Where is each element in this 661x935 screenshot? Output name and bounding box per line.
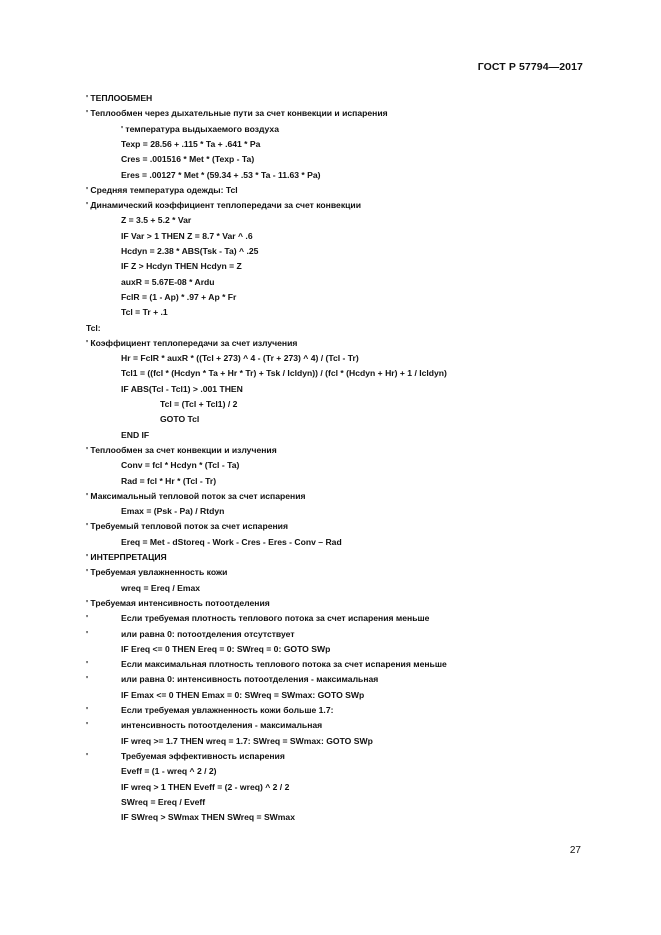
code-line <box>121 476 216 487</box>
code-text: wreq = Ereq / Emax <box>121 582 201 593</box>
code-text: auxR = 5.67E-08 * Ardu <box>121 276 215 287</box>
code-line <box>121 139 260 150</box>
code-text: Cres = .001516 * Met * (Texp - Ta) <box>121 154 255 165</box>
standard-code-header: ГОСТ Р 57794—2017 <box>477 61 583 73</box>
page-number: 27 <box>569 845 581 856</box>
code-line <box>121 430 149 441</box>
code-text: Hcdyn = 2.38 * ABS(Tsk - Ta) ^ .25 <box>121 246 259 256</box>
code-line <box>86 552 167 563</box>
code-text: ' Теплообмен через дыхательные пути за счет конвекции и испарения <box>86 108 388 119</box>
code-text: ' <box>86 674 89 685</box>
code-text: ' Коэффициент теплопередачи за счет излучения <box>86 337 298 348</box>
code-line <box>121 154 254 165</box>
code-line <box>121 170 321 181</box>
code-line <box>86 720 88 731</box>
code-text: ' Средняя температура одежды: Tcl <box>86 184 238 195</box>
code-comment-text: или равна 0: потоотделения отсутствует <box>121 628 295 639</box>
code-line <box>86 445 277 456</box>
code-text: Conv = fcl * Hcdyn * (Tcl - Ta) <box>121 460 240 471</box>
code-line <box>121 766 217 777</box>
code-text: ' Динамический коэффициент теплопередачи за счет конвекции <box>86 200 361 211</box>
code-line <box>121 353 359 364</box>
code-line <box>121 782 289 793</box>
code-text: Tcl = (Tcl + Tcl1) / 2 <box>160 399 238 409</box>
code-text: Tcl = Tr + .1 <box>121 307 168 318</box>
code-comment-text: Если требуемая плотность теплового потока за счет испарения меньше <box>121 613 430 624</box>
code-text: IF Emax <= 0 THEN Emax = 0: SWreq = SWmax: GOTO SWp <box>121 689 365 700</box>
code-line <box>121 537 342 548</box>
code-line <box>121 797 205 808</box>
code-text: IF Z > Hcdyn THEN Hcdyn = Z <box>121 261 242 272</box>
code-text: Rad = fcl * Hr * (Tcl - Tr) <box>121 475 217 486</box>
code-text: IF Ereq <= 0 THEN Ereq = 0: SWreq = 0: GOTO SWp <box>121 643 331 654</box>
code-text: Eveff = (1 - wreq ^ 2 / 2) <box>121 766 217 777</box>
code-line <box>121 812 295 823</box>
code-line <box>121 384 243 395</box>
code-line <box>86 613 88 624</box>
code-text: ' Максимальный тепловой поток за счет испарения <box>86 490 306 501</box>
code-comment-text: интенсивность потоотделения - максимальная <box>121 720 323 731</box>
code-text: Tcl: <box>86 322 101 333</box>
code-line <box>121 460 239 471</box>
code-line <box>86 629 88 640</box>
code-line <box>121 124 279 135</box>
code-line <box>86 93 152 104</box>
code-line <box>86 323 101 334</box>
code-text: ' ИНТЕРПРЕТАЦИЯ <box>86 552 167 562</box>
code-line <box>121 246 258 257</box>
code-text: ' температура выдыхаемого воздуха <box>121 123 279 134</box>
code-text: Z = 3.5 + 5.2 * Var <box>121 215 192 226</box>
code-line <box>86 705 88 716</box>
code-comment-text: Если требуемая увлажненность кожи больше 1.7: <box>121 705 334 715</box>
code-line <box>86 674 88 685</box>
code-comment-text: Если максимальная плотность теплового потока за счет испарения меньше <box>121 659 447 670</box>
code-text: ' Требуемая интенсивность потоотделения <box>86 597 270 608</box>
code-line <box>86 200 361 211</box>
code-text: ' <box>86 720 89 731</box>
code-text: ' <box>86 659 89 670</box>
code-text: Texp = 28.56 + .115 * Ta + .641 * Pa <box>121 138 261 149</box>
code-line <box>86 491 306 502</box>
code-text: ' <box>86 705 89 715</box>
code-line <box>121 368 447 379</box>
code-text: GOTO Tcl <box>160 414 200 425</box>
code-text: Emax = (Psk - Pa) / Rtdyn <box>121 506 225 517</box>
code-line <box>121 506 224 517</box>
code-line <box>86 521 288 532</box>
code-text: Tcl1 = ((fcl * (Hcdyn * Ta + Hr * Tr) + Tsk / Icldyn)) / (fcl * (Hcdyn + Hr) + 1 / Icldyn) <box>121 368 447 379</box>
code-text: ' Требуемый тепловой поток за счет испарения <box>86 521 288 532</box>
code-text: ' <box>86 613 89 624</box>
code-text: IF ABS(Tcl - Tcl1) > .001 THEN <box>121 383 243 394</box>
code-comment-text: или равна 0: интенсивность потоотделения - максимальная <box>121 674 379 685</box>
code-text: Eres = .00127 * Met * (59.34 + .53 * Ta - 11.63 * Pa) <box>121 169 321 180</box>
code-text: Ereq = Met - dStoreq - Work - Cres - Eres - Conv – Rad <box>121 536 342 547</box>
code-text: END IF <box>121 429 150 440</box>
code-text: ' ТЕПЛООБМЕН <box>86 93 153 103</box>
code-line <box>86 567 227 578</box>
code-line <box>121 736 373 747</box>
code-text: IF wreq > 1 THEN Eveff = (2 - wreq) ^ 2 / 2 <box>121 781 290 792</box>
code-line <box>121 292 236 303</box>
code-text: IF SWreq > SWmax THEN SWreq = SWmax <box>121 812 295 823</box>
code-line <box>86 751 88 762</box>
code-text: SWreq = Ereq / Eveff <box>121 796 206 807</box>
code-line <box>121 583 200 594</box>
code-line <box>121 261 242 272</box>
code-line <box>86 338 297 349</box>
code-text: ' <box>86 750 89 761</box>
code-line <box>121 231 253 242</box>
code-line <box>160 414 199 425</box>
code-line <box>121 307 168 318</box>
code-line <box>121 215 191 226</box>
code-text: Hr = FclR * auxR * ((Tcl + 273) ^ 4 - (Tr + 273) ^ 4) / (Tcl - Tr) <box>121 353 359 364</box>
code-line <box>86 598 270 609</box>
code-line <box>121 277 215 288</box>
code-text: IF Var > 1 THEN Z = 8.7 * Var ^ .6 <box>121 230 253 241</box>
code-comment-text: Требуемая эффективность испарения <box>121 750 285 761</box>
code-text: IF wreq >= 1.7 THEN wreq = 1.7: SWreq = SWmax: GOTO SWp <box>121 735 373 746</box>
code-line <box>86 659 88 670</box>
code-text: ' Требуемая увлажненность кожи <box>86 567 228 578</box>
code-line <box>121 690 364 701</box>
code-line <box>160 399 237 410</box>
code-line <box>121 644 330 655</box>
code-line <box>86 108 388 119</box>
code-text: ' <box>86 628 89 639</box>
code-text: FclR = (1 - Ap) * .97 + Ap * Fr <box>121 291 237 302</box>
code-line <box>86 185 238 196</box>
code-text: ' Теплообмен за счет конвекции и излучения <box>86 444 277 455</box>
